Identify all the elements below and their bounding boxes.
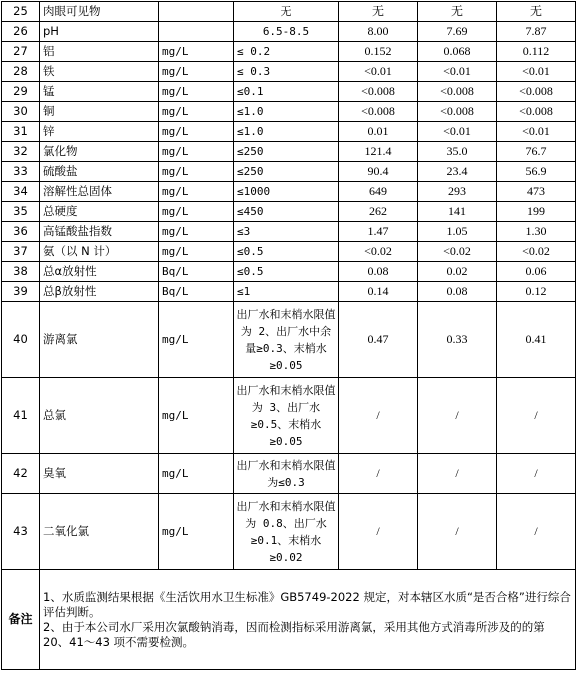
value-cell: 0.41 xyxy=(497,302,576,378)
unit-cell: Bq/L xyxy=(159,262,234,282)
value-cell: 293 xyxy=(418,182,497,202)
limit-cell: ≤250 xyxy=(234,162,339,182)
value-cell: 35.0 xyxy=(418,142,497,162)
value-cell: 649 xyxy=(339,182,418,202)
value-cell: <0.02 xyxy=(339,242,418,262)
value-cell: 1.47 xyxy=(339,222,418,242)
value-cell: / xyxy=(339,454,418,494)
value-cell: 76.7 xyxy=(497,142,576,162)
value-cell: 0.33 xyxy=(418,302,497,378)
value-cell: / xyxy=(497,494,576,570)
value-cell: / xyxy=(497,454,576,494)
value-cell: 无 xyxy=(339,2,418,22)
unit-cell: mg/L xyxy=(159,42,234,62)
unit-cell: Bq/L xyxy=(159,282,234,302)
table-row xyxy=(2,102,576,122)
row-number: 33 xyxy=(2,162,40,182)
limit-cell: ≤1 xyxy=(234,282,339,302)
value-cell: 0.14 xyxy=(339,282,418,302)
value-cell: <0.01 xyxy=(497,122,576,142)
indicator-name: 游离氯 xyxy=(40,302,159,378)
value-cell: 90.4 xyxy=(339,162,418,182)
value-cell: <0.008 xyxy=(339,82,418,102)
limit-cell: 出厂水和末梢水限值为≤0.3 xyxy=(234,454,339,494)
value-cell: <0.01 xyxy=(497,62,576,82)
value-cell: <0.02 xyxy=(497,242,576,262)
limit-cell: ≤ 0.2 xyxy=(234,42,339,62)
unit-cell: mg/L xyxy=(159,102,234,122)
value-cell: 141 xyxy=(418,202,497,222)
row-number: 41 xyxy=(2,378,40,454)
value-cell: 23.4 xyxy=(418,162,497,182)
water-quality-table xyxy=(1,1,576,670)
unit-cell: mg/L xyxy=(159,182,234,202)
table-row xyxy=(2,62,576,82)
indicator-name: 铁 xyxy=(40,62,159,82)
limit-cell: ≤1.0 xyxy=(234,102,339,122)
value-cell: <0.008 xyxy=(497,82,576,102)
indicator-name: 二氧化氯 xyxy=(40,494,159,570)
value-cell: 121.4 xyxy=(339,142,418,162)
value-cell: 1.30 xyxy=(497,222,576,242)
limit-cell: ≤1000 xyxy=(234,182,339,202)
table-row xyxy=(2,454,576,494)
indicator-name: 肉眼可见物 xyxy=(40,2,159,22)
unit-cell: mg/L xyxy=(159,242,234,262)
value-cell: 0.47 xyxy=(339,302,418,378)
row-number: 28 xyxy=(2,62,40,82)
table-row xyxy=(2,122,576,142)
table-row xyxy=(2,202,576,222)
value-cell: / xyxy=(497,378,576,454)
table-row xyxy=(2,222,576,242)
value-cell: 1.05 xyxy=(418,222,497,242)
value-cell: 199 xyxy=(497,202,576,222)
row-number: 36 xyxy=(2,222,40,242)
value-cell: <0.008 xyxy=(418,102,497,122)
indicator-name: 总α放射性 xyxy=(40,262,159,282)
indicator-name: 总β放射性 xyxy=(40,282,159,302)
indicator-name: 氨（以 N 计） xyxy=(40,242,159,262)
indicator-name: 高锰酸盐指数 xyxy=(40,222,159,242)
row-number: 31 xyxy=(2,122,40,142)
row-number: 43 xyxy=(2,494,40,570)
row-number: 42 xyxy=(2,454,40,494)
table-row xyxy=(2,142,576,162)
value-cell: 0.068 xyxy=(418,42,497,62)
table-row xyxy=(2,262,576,282)
unit-cell: mg/L xyxy=(159,62,234,82)
indicator-name: pH xyxy=(40,22,159,42)
limit-cell: ≤250 xyxy=(234,142,339,162)
unit-cell: mg/L xyxy=(159,222,234,242)
remarks-label: 备注 xyxy=(2,570,40,670)
indicator-name: 铜 xyxy=(40,102,159,122)
indicator-name: 铝 xyxy=(40,42,159,62)
remark-note-1: 1、水质监测结果根据《生活饮用水卫生标准》GB5749-2022 规定，对本辖区水质“是否合格”进行综合评估判断。 xyxy=(43,589,571,619)
row-number: 40 xyxy=(2,302,40,378)
remarks-row xyxy=(2,570,576,670)
limit-cell: ≤3 xyxy=(234,222,339,242)
indicator-name: 溶解性总固体 xyxy=(40,182,159,202)
value-cell: / xyxy=(339,494,418,570)
limit-cell: ≤450 xyxy=(234,202,339,222)
value-cell: <0.01 xyxy=(418,122,497,142)
value-cell: <0.008 xyxy=(497,102,576,122)
row-number: 37 xyxy=(2,242,40,262)
value-cell: 56.9 xyxy=(497,162,576,182)
table-row xyxy=(2,22,576,42)
limit-cell: 出厂水和末梢水限值为 0.8、出厂水≥0.1、末梢水≥0.02 xyxy=(234,494,339,570)
value-cell: <0.01 xyxy=(339,62,418,82)
table-row xyxy=(2,82,576,102)
indicator-name: 锰 xyxy=(40,82,159,102)
indicator-name: 氯化物 xyxy=(40,142,159,162)
row-number: 32 xyxy=(2,142,40,162)
value-cell: 0.08 xyxy=(339,262,418,282)
unit-cell: mg/L xyxy=(159,162,234,182)
row-number: 29 xyxy=(2,82,40,102)
value-cell: 0.152 xyxy=(339,42,418,62)
limit-cell: 出厂水和末梢水限值为 2、出厂水中余量≥0.3、末梢水≥0.05 xyxy=(234,302,339,378)
indicator-name: 总氯 xyxy=(40,378,159,454)
unit-cell: mg/L xyxy=(159,494,234,570)
unit-cell: mg/L xyxy=(159,302,234,378)
row-number: 26 xyxy=(2,22,40,42)
limit-cell: 6.5-8.5 xyxy=(234,22,339,42)
unit-cell: mg/L xyxy=(159,82,234,102)
row-number: 30 xyxy=(2,102,40,122)
indicator-name: 锌 xyxy=(40,122,159,142)
row-number: 34 xyxy=(2,182,40,202)
value-cell: / xyxy=(418,378,497,454)
remark-note-2: 2、由于本公司水厂采用次氯酸钠消毒，因而检测指标采用游离氯，采用其他方式消毒所涉及的的第 20、41～43 项不需要检测。 xyxy=(43,619,545,649)
limit-cell: 无 xyxy=(234,2,339,22)
unit-cell: mg/L xyxy=(159,378,234,454)
value-cell: 7.69 xyxy=(418,22,497,42)
table-row xyxy=(2,494,576,570)
limit-cell: ≤1.0 xyxy=(234,122,339,142)
unit-cell xyxy=(159,2,234,22)
value-cell: 0.12 xyxy=(497,282,576,302)
unit-cell: mg/L xyxy=(159,122,234,142)
value-cell: <0.008 xyxy=(339,102,418,122)
value-cell: 0.06 xyxy=(497,262,576,282)
table-row xyxy=(2,282,576,302)
limit-cell: ≤0.5 xyxy=(234,242,339,262)
table-row xyxy=(2,42,576,62)
limit-cell: 出厂水和末梢水限值为 3、出厂水≥0.5、末梢水≥0.05 xyxy=(234,378,339,454)
table-row xyxy=(2,378,576,454)
limit-cell: ≤ 0.3 xyxy=(234,62,339,82)
value-cell: 473 xyxy=(497,182,576,202)
value-cell: / xyxy=(418,494,497,570)
unit-cell: mg/L xyxy=(159,142,234,162)
table-row xyxy=(2,242,576,262)
row-number: 39 xyxy=(2,282,40,302)
value-cell: 0.08 xyxy=(418,282,497,302)
value-cell: 0.02 xyxy=(418,262,497,282)
row-number: 27 xyxy=(2,42,40,62)
value-cell: / xyxy=(339,378,418,454)
unit-cell xyxy=(159,22,234,42)
value-cell: 8.00 xyxy=(339,22,418,42)
unit-cell: mg/L xyxy=(159,202,234,222)
value-cell: / xyxy=(418,454,497,494)
row-number: 35 xyxy=(2,202,40,222)
limit-cell: ≤0.5 xyxy=(234,262,339,282)
indicator-name: 臭氧 xyxy=(40,454,159,494)
value-cell: 7.87 xyxy=(497,22,576,42)
value-cell: <0.01 xyxy=(418,62,497,82)
indicator-name: 总硬度 xyxy=(40,202,159,222)
value-cell: <0.008 xyxy=(418,82,497,102)
value-cell: 0.112 xyxy=(497,42,576,62)
value-cell: 无 xyxy=(497,2,576,22)
unit-cell: mg/L xyxy=(159,454,234,494)
value-cell: <0.02 xyxy=(418,242,497,262)
table-row xyxy=(2,182,576,202)
table-row xyxy=(2,162,576,182)
indicator-name: 硫酸盐 xyxy=(40,162,159,182)
limit-cell: ≤0.1 xyxy=(234,82,339,102)
value-cell: 无 xyxy=(418,2,497,22)
row-number: 38 xyxy=(2,262,40,282)
value-cell: 0.01 xyxy=(339,122,418,142)
table-row xyxy=(2,2,576,22)
row-number: 25 xyxy=(2,2,40,22)
value-cell: 262 xyxy=(339,202,418,222)
table-row xyxy=(2,302,576,378)
remarks-text xyxy=(40,570,576,670)
